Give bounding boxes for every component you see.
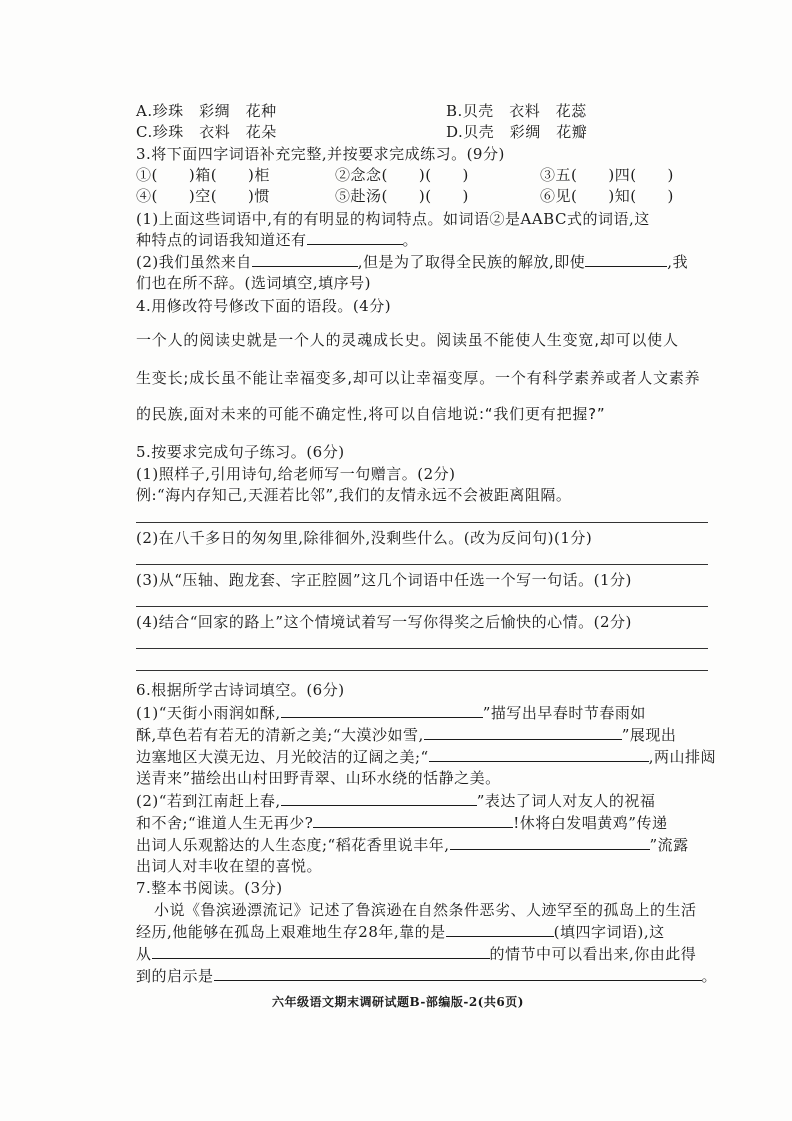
answer-blank[interactable] [281, 791, 477, 806]
answer-blank[interactable] [313, 813, 513, 828]
q3-part1-line2: 种特点的词语我知道还有 。 [136, 231, 419, 249]
answer-line[interactable] [136, 564, 708, 565]
q4-passage-line2: 生变长;成长虽不能让幸福变多,却可以让幸福变厚。一个有科学素养或者人文素养 [136, 369, 701, 387]
q3-word-2: ②念念( )( ) [335, 166, 469, 184]
q3-part2-line2: 们也在所不辞。(选词填空,填序号) [136, 274, 371, 292]
page-footer: 六年级语文期末调研试题B-部编版-2(共6页) [272, 995, 524, 1009]
option-d: D.贝壳 彩绸 花瓣 [446, 123, 588, 141]
answer-blank[interactable] [307, 230, 403, 245]
q5-title: 5.按要求完成句子练习。(6分) [136, 443, 345, 461]
answer-blank[interactable] [152, 944, 490, 959]
q7-line4: 到的启示是 。 [136, 967, 718, 985]
q5-sub1: (1)照样子,引用诗句,给老师写一句赠言。(2分) [136, 465, 456, 483]
q6-part2-line2: 和不舍;“谁道人生无再少? !休将白发唱黄鸡”传递 [136, 814, 668, 832]
answer-line[interactable] [136, 606, 708, 607]
answer-line[interactable] [136, 670, 708, 671]
q3-word-1: ①( )箱( )柜 [136, 166, 270, 184]
q3-title: 3.将下面四字词语补充完整,并按要求完成练习。(9分) [136, 145, 505, 163]
q6-part2-line1: (2)“若到江南赶上春, ”表达了词人对友人的祝福 [136, 792, 656, 810]
q6-part1-line4: 送青来”描绘出山村田野青翠、山环水绕的恬静之美。 [136, 769, 501, 787]
q6-part1-line1: (1)“天街小雨润如酥, ”描写出早春时节春雨如 [136, 704, 646, 722]
q3-word-6: ⑥见( )知( ) [540, 187, 674, 205]
q5-sub1-example: 例:“海内存知己,天涯若比邻”,我们的友情永远不会被距离阻隔。 [136, 486, 572, 504]
answer-line[interactable] [136, 648, 708, 649]
q3-part2-line1: (2)我们虽然来自 ,但是为了取得全民族的解放,即使 ,我 [136, 253, 689, 271]
answer-line[interactable] [136, 522, 708, 523]
option-c: C.珍珠 衣料 花朵 [136, 123, 277, 141]
answer-blank[interactable] [446, 922, 554, 937]
answer-blank[interactable] [429, 747, 649, 762]
answer-blank[interactable] [450, 835, 650, 850]
q4-passage-line3: 的民族,面对未来的可能不确定性,将可以自信地说:“我们更有把握?” [136, 405, 606, 423]
q3-part1-line1: (1)上面这些词语中,有的有明显的构词特点。如词语②是AABC式的词语,这 [136, 210, 650, 228]
q3-word-3: ③五( )四( ) [540, 166, 674, 184]
q5-sub2: (2)在八千多日的匆匆里,除徘徊外,没剩些什么。(改为反问句)(1分) [136, 529, 593, 547]
q5-sub4: (4)结合“回家的路上”这个情境试着写一写你得奖之后愉快的心情。(2分) [136, 613, 632, 631]
q7-title: 7.整本书阅读。(3分) [136, 879, 283, 897]
q3-word-5: ⑤赴汤( )( ) [335, 187, 469, 205]
q6-part1-line2: 酥,草色若有若无的清新之美;“大漠沙如雪, ”展现出 [136, 726, 677, 744]
answer-blank[interactable] [214, 966, 702, 981]
option-a: A.珍珠 彩绸 花种 [136, 102, 277, 120]
answer-blank[interactable] [585, 252, 667, 267]
q6-title: 6.根据所学古诗词填空。(6分) [136, 681, 345, 699]
answer-blank[interactable] [252, 252, 358, 267]
q4-title: 4.用修改符号修改下面的语段。(4分) [136, 297, 392, 315]
q5-sub3: (3)从“压轴、跑龙套、字正腔圆”这几个词语中任选一个写一句话。(1分) [136, 571, 632, 589]
q6-part2-line4: 出词人对丰收在望的喜悦。 [136, 857, 323, 875]
q7-line1: 小说《鲁滨逊漂流记》记述了鲁滨逊在自然条件恶劣、人迹罕至的孤岛上的生活 [154, 901, 697, 919]
answer-blank[interactable] [281, 703, 483, 718]
q7-line2: 经历,他能够在孤岛上艰难地生存28年,靠的是 (填四字词语),这 [136, 923, 665, 941]
q6-part2-line3: 出词人乐观豁达的人生态度;“稻花香里说丰年, ”流露 [136, 836, 689, 854]
q4-passage-line1: 一个人的阅读史就是一个人的灵魂成长史。阅读虽不能使人生变宽,却可以使人 [136, 331, 679, 349]
answer-blank[interactable] [424, 725, 622, 740]
option-b: B.贝壳 衣料 花蕊 [446, 102, 587, 120]
q6-part1-line3: 边塞地区大漠无边、月光皎洁的辽阔之美;“ ,两山排闼 [136, 748, 717, 766]
q7-line3: 从 的情节中可以看出来,你由此得 [136, 945, 697, 963]
q3-word-4: ④( )空( )惯 [136, 187, 270, 205]
